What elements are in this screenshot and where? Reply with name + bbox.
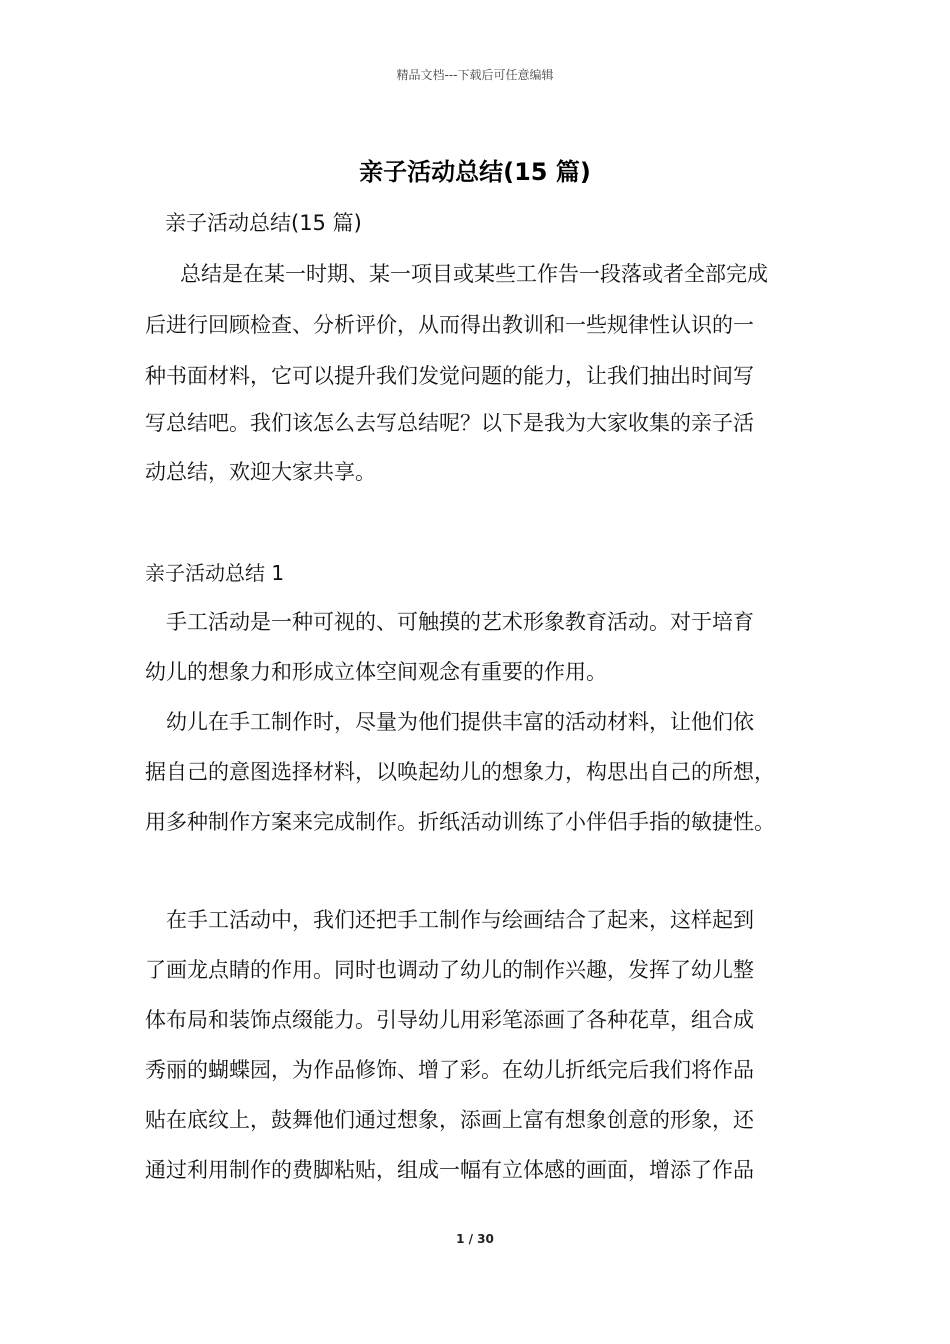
para2-line-1: 幼儿在手工制作时，尽量为他们提供丰富的活动材料，让他们依 [166, 710, 754, 734]
intro-line-1: 总结是在某一时期、某一项目或某些工作告一段落或者全部完成 [180, 262, 768, 286]
para3-line-1: 在手工活动中，我们还把手工制作与绘画结合了起来，这样起到 [166, 908, 754, 932]
page-header: 精品文档---下载后可任意编辑 [396, 68, 554, 82]
section-heading-1: 亲子活动总结 1 [145, 561, 285, 585]
para2-line-2: 据自己的意图选择材料，以唤起幼儿的想象力，构思出自己的所想， [145, 760, 775, 784]
document-title: 亲子活动总结(15 篇) [359, 158, 591, 186]
intro-line-2: 后进行回顾检查、分析评价，从而得出教训和一些规律性认识的一 [145, 313, 754, 337]
page-number: 1 / 30 [456, 1232, 494, 1246]
para3-line-3: 体布局和装饰点缀能力。引导幼儿用彩笔添画了各种花草，组合成 [145, 1008, 754, 1032]
para2-line-3: 用多种制作方案来完成制作。折纸活动训练了小伴侣手指的敏捷性。 [145, 810, 775, 834]
para1-line-1: 手工活动是一种可视的、可触摸的艺术形象教育活动。对于培育 [166, 610, 754, 634]
para3-line-6: 通过利用制作的费脚粘贴，组成一幅有立体感的画面，增添了作品 [145, 1158, 754, 1182]
intro-line-4: 写总结吧。我们该怎么去写总结呢？以下是我为大家收集的亲子活 [145, 411, 754, 435]
para3-line-5: 贴在底纹上，鼓舞他们通过想象，添画上富有想象创意的形象，还 [145, 1108, 754, 1132]
intro-line-3: 种书面材料，它可以提升我们发觉问题的能力，让我们抽出时间写 [145, 364, 754, 388]
intro-line-5: 动总结，欢迎大家共享。 [145, 460, 376, 484]
document-subtitle: 亲子活动总结(15 篇) [165, 211, 362, 235]
para1-line-2: 幼儿的想象力和形成立体空间观念有重要的作用。 [145, 660, 607, 684]
para3-line-4: 秀丽的蝴蝶园，为作品修饰、增了彩。在幼儿折纸完后我们将作品 [145, 1058, 754, 1082]
para3-line-2: 了画龙点睛的作用。同时也调动了幼儿的制作兴趣，发挥了幼儿整 [145, 958, 754, 982]
